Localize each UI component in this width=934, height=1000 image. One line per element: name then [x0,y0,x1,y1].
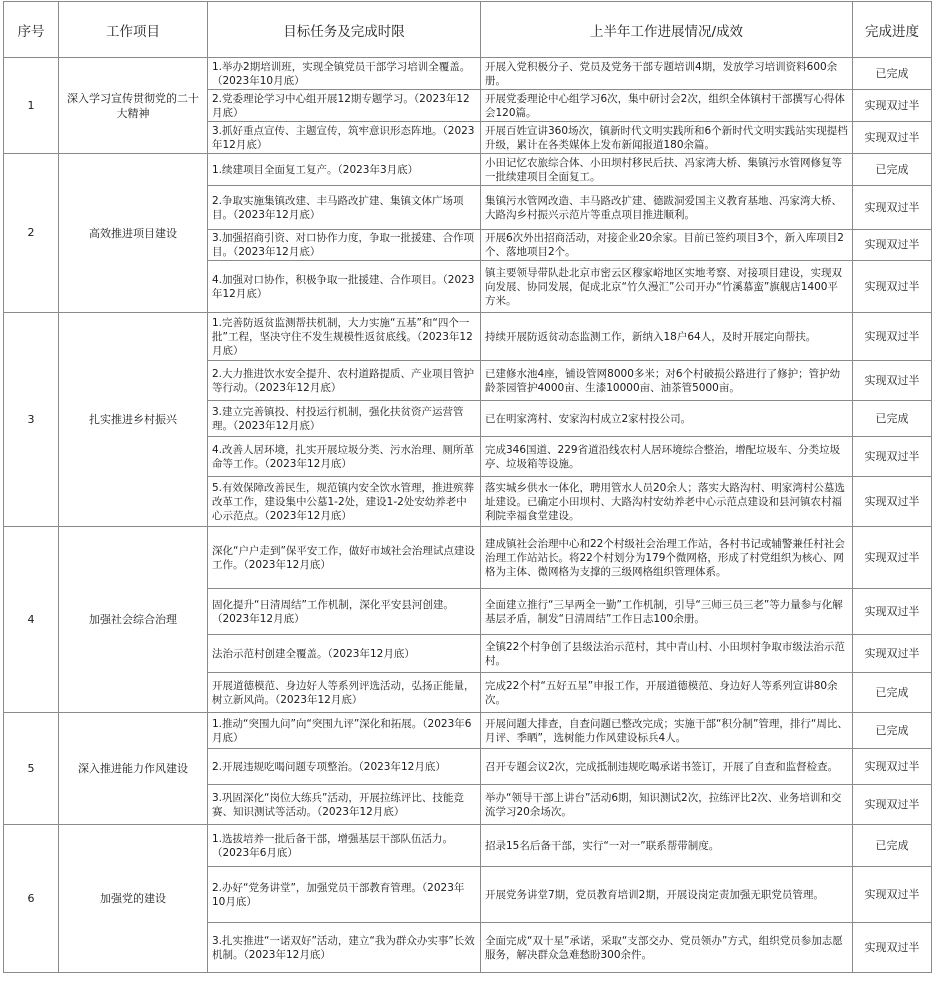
task-cell: 1.选拔培养一批后备干部，增强基层干部队伍活力。（2023年6月底） [208,825,481,867]
group-project: 加强党的建设 [59,825,208,973]
result-cell: 开展问题大排查，自查问题已整改完成；实施干部“积分制”管理，排行“周比、月评、季晒”，选树能力作风建设标兵4人。 [481,713,853,749]
result-cell: 开展党务讲堂7期，党员教育培训2期，开展设岗定责加强无职党员管理。 [481,867,853,923]
progress-cell: 实现双过半 [853,527,932,589]
task-cell: 1.推动“突围九问”向“突围九评”深化和拓展。（2023年6月底） [208,713,481,749]
progress-cell: 已完成 [853,825,932,867]
progress-cell: 实现双过半 [853,313,932,361]
task-cell: 5.有效保障改善民生，规范镇内安全饮水管理，推进殡葬改革工作，建设集中公墓1-2处，建设1-2处安幼养老中心示范点。（2023年12月底） [208,477,481,527]
result-cell: 开展百姓宣讲360场次，镇新时代文明实践所和6个新时代文明实践站实现提档升级，累计在各类媒体上发布新闻报道180余篇。 [481,122,853,154]
task-cell: 1.完善防返贫监测帮扶机制，大力实施“五基”和“四个一批”工程，坚决守住不发生规模性返贫底线。（2023年12月底） [208,313,481,361]
progress-cell: 实现双过半 [853,589,932,635]
result-cell: 持续开展防返贫动态监测工作，新纳入18户64人，及时开展定向帮扶。 [481,313,853,361]
progress-cell: 实现双过半 [853,437,932,477]
result-cell: 落实城乡供水一体化，聘用管水人员20余人；落实大路沟村、明家湾村公墓选址建设。已确定小田坝村、大路沟村安幼养老中心示范点建设和县河镇农村福利院幸福食堂建设。 [481,477,853,527]
table-row [4,154,932,186]
table-row [4,313,932,361]
progress-cell: 已完成 [853,58,932,90]
result-cell: 开展6次外出招商活动，对接企业20余家。目前已签约项目3个，新入库项目2个、落地项目2个。 [481,230,853,261]
task-cell: 4.加强对口协作，积极争取一批援建、合作项目。（2023年12月底） [208,261,481,313]
task-cell: 深化“户户走到”保平安工作，做好市域社会治理试点建设工作。（2023年12月底） [208,527,481,589]
group-project: 深入学习宣传贯彻党的二十大精神 [59,58,208,154]
result-cell: 建成镇社会治理中心和22个村级社会治理工作站，各村书记或辅警兼任村社会治理工作站站长。将22个村划分为179个微网格，形成了村党组织为核心、网格为主体、微网格为支撑的三级网格组织管理体系。 [481,527,853,589]
progress-cell: 实现双过半 [853,785,932,825]
result-cell: 开展党委理论中心组学习6次，集中研讨会2次，组织全体镇村干部撰写心得体会120篇。 [481,90,853,122]
group-seq: 1 [4,58,59,154]
group-seq: 3 [4,313,59,527]
group-project: 高效推进项目建设 [59,154,208,313]
progress-cell: 实现双过半 [853,477,932,527]
header-seq: 序号 [4,2,59,58]
progress-cell: 实现双过半 [853,261,932,313]
result-cell: 招录15名后备干部，实行“一对一”联系帮带制度。 [481,825,853,867]
task-cell: 4.改善人居环境，扎实开展垃圾分类、污水治理、厕所革命等工作。（2023年12月底） [208,437,481,477]
progress-cell: 实现双过半 [853,186,932,230]
progress-cell: 实现双过半 [853,230,932,261]
header-result: 上半年工作进展情况/成效 [481,2,853,58]
task-cell: 3.加强招商引资、对口协作力度，争取一批援建、合作项目。（2023年12月底） [208,230,481,261]
progress-cell: 已完成 [853,713,932,749]
progress-cell: 实现双过半 [853,361,932,401]
result-cell: 已建修水池4座，铺设管网8000多米；对6个村破损公路进行了修护；管护幼龄茶园管护4000亩、生漆10000亩、油茶管5000亩。 [481,361,853,401]
progress-cell: 实现双过半 [853,90,932,122]
task-cell: 3.抓好重点宣传、主题宣传，筑牢意识形态阵地。（2023年12月底） [208,122,481,154]
task-cell: 1.续建项目全面复工复产。（2023年3月底） [208,154,481,186]
result-cell: 全镇22个村争创了县级法治示范村，其中青山村、小田坝村争取市级法治示范村。 [481,635,853,673]
result-cell: 全面建立推行“三早两全一勤”工作机制，引导“三师三员三老”等力量参与化解基层矛盾，制发“日清周结”工作日志100余册。 [481,589,853,635]
task-cell: 3.巩固深化“岗位大练兵”活动，开展拉练评比、技能竞赛、知识测试等活动。（2023年12月底） [208,785,481,825]
task-cell: 法治示范村创建全覆盖。（2023年12月底） [208,635,481,673]
task-cell: 固化提升“日清周结”工作机制，深化平安县河创建。（2023年12月底） [208,589,481,635]
table-row [4,713,932,749]
group-seq: 2 [4,154,59,313]
group-project: 扎实推进乡村振兴 [59,313,208,527]
task-cell: 3.扎实推进“一诺双好”活动，建立“我为群众办实事”长效机制。（2023年12月底） [208,923,481,973]
header-project: 工作项目 [59,2,208,58]
group-seq: 5 [4,713,59,825]
task-cell: 开展道德模范、身边好人等系列评选活动，弘扬正能量，树立新风尚。（2023年12月底） [208,673,481,713]
task-cell: 2.办好“党务讲堂”，加强党员干部教育管理。（2023年10月底） [208,867,481,923]
progress-cell: 已完成 [853,401,932,437]
table-row [4,527,932,589]
progress-cell: 实现双过半 [853,867,932,923]
result-cell: 举办“领导干部上讲台”活动6期，知识测试2次，拉练评比2次、业务培训和交流学习20余场次。 [481,785,853,825]
work-progress-table [3,1,932,973]
header-row [4,2,932,58]
result-cell: 已在明家湾村、安家沟村成立2家村投公司。 [481,401,853,437]
progress-cell: 实现双过半 [853,635,932,673]
result-cell: 完成22个村“五好五星”申报工作，开展道德模范、身边好人等系列宣讲80余次。 [481,673,853,713]
task-cell: 2.开展违规吃喝问题专项整治。（2023年12月底） [208,749,481,785]
table-row [4,58,932,90]
result-cell: 小田记忆农旅综合体、小田坝村移民后扶、冯家湾大桥、集镇污水管网修复等一批续建项目全面复工。 [481,154,853,186]
table-row [4,825,932,867]
result-cell: 全面完成“双十星”承诺，采取“支部交办、党员领办”方式，组织党员参加志愿服务，解决群众急难愁盼300余件。 [481,923,853,973]
result-cell: 完成346国道、229省道沿线农村人居环境综合整治，增配垃圾车、分类垃圾亭、垃圾箱等设施。 [481,437,853,477]
progress-cell: 已完成 [853,673,932,713]
task-cell: 3.建立完善镇投、村投运行机制，强化扶贫资产运营管理。（2023年12月底） [208,401,481,437]
group-project: 加强社会综合治理 [59,527,208,713]
task-cell: 1.举办2期培训班，实现全镇党员干部学习培训全覆盖。（2023年10月底） [208,58,481,90]
result-cell: 集镇污水管网改造、丰马路改扩建、德跋洞爱国主义教育基地、冯家湾大桥、大路沟乡村振兴示范片等重点项目推进顺利。 [481,186,853,230]
progress-cell: 实现双过半 [853,122,932,154]
result-cell: 镇主要领导带队赴北京市密云区穆家峪地区实地考察、对接项目建设，实现双向发展、协同发展，促成北京“竹久漫汇”公司开办“竹溪慕蛮”旗舰店1400平方米。 [481,261,853,313]
progress-cell: 已完成 [853,154,932,186]
task-cell: 2.大力推进饮水安全提升、农村道路提质、产业项目管护等行动。（2023年12月底） [208,361,481,401]
group-seq: 4 [4,527,59,713]
group-project: 深入推进能力作风建设 [59,713,208,825]
group-seq: 6 [4,825,59,973]
task-cell: 2.争取实施集镇改建、丰马路改扩建、集镇文体广场项目。（2023年12月底） [208,186,481,230]
result-cell: 召开专题会议2次，完成抵制违规吃喝承诺书签订，开展了自查和监督检查。 [481,749,853,785]
header-progress: 完成进度 [853,2,932,58]
result-cell: 开展入党积极分子、党员及党务干部专题培训4期，发放学习培训资料600余册。 [481,58,853,90]
progress-cell: 实现双过半 [853,749,932,785]
header-task: 目标任务及完成时限 [208,2,481,58]
progress-cell: 实现双过半 [853,923,932,973]
task-cell: 2.党委理论学习中心组开展12期专题学习。（2023年12月底） [208,90,481,122]
